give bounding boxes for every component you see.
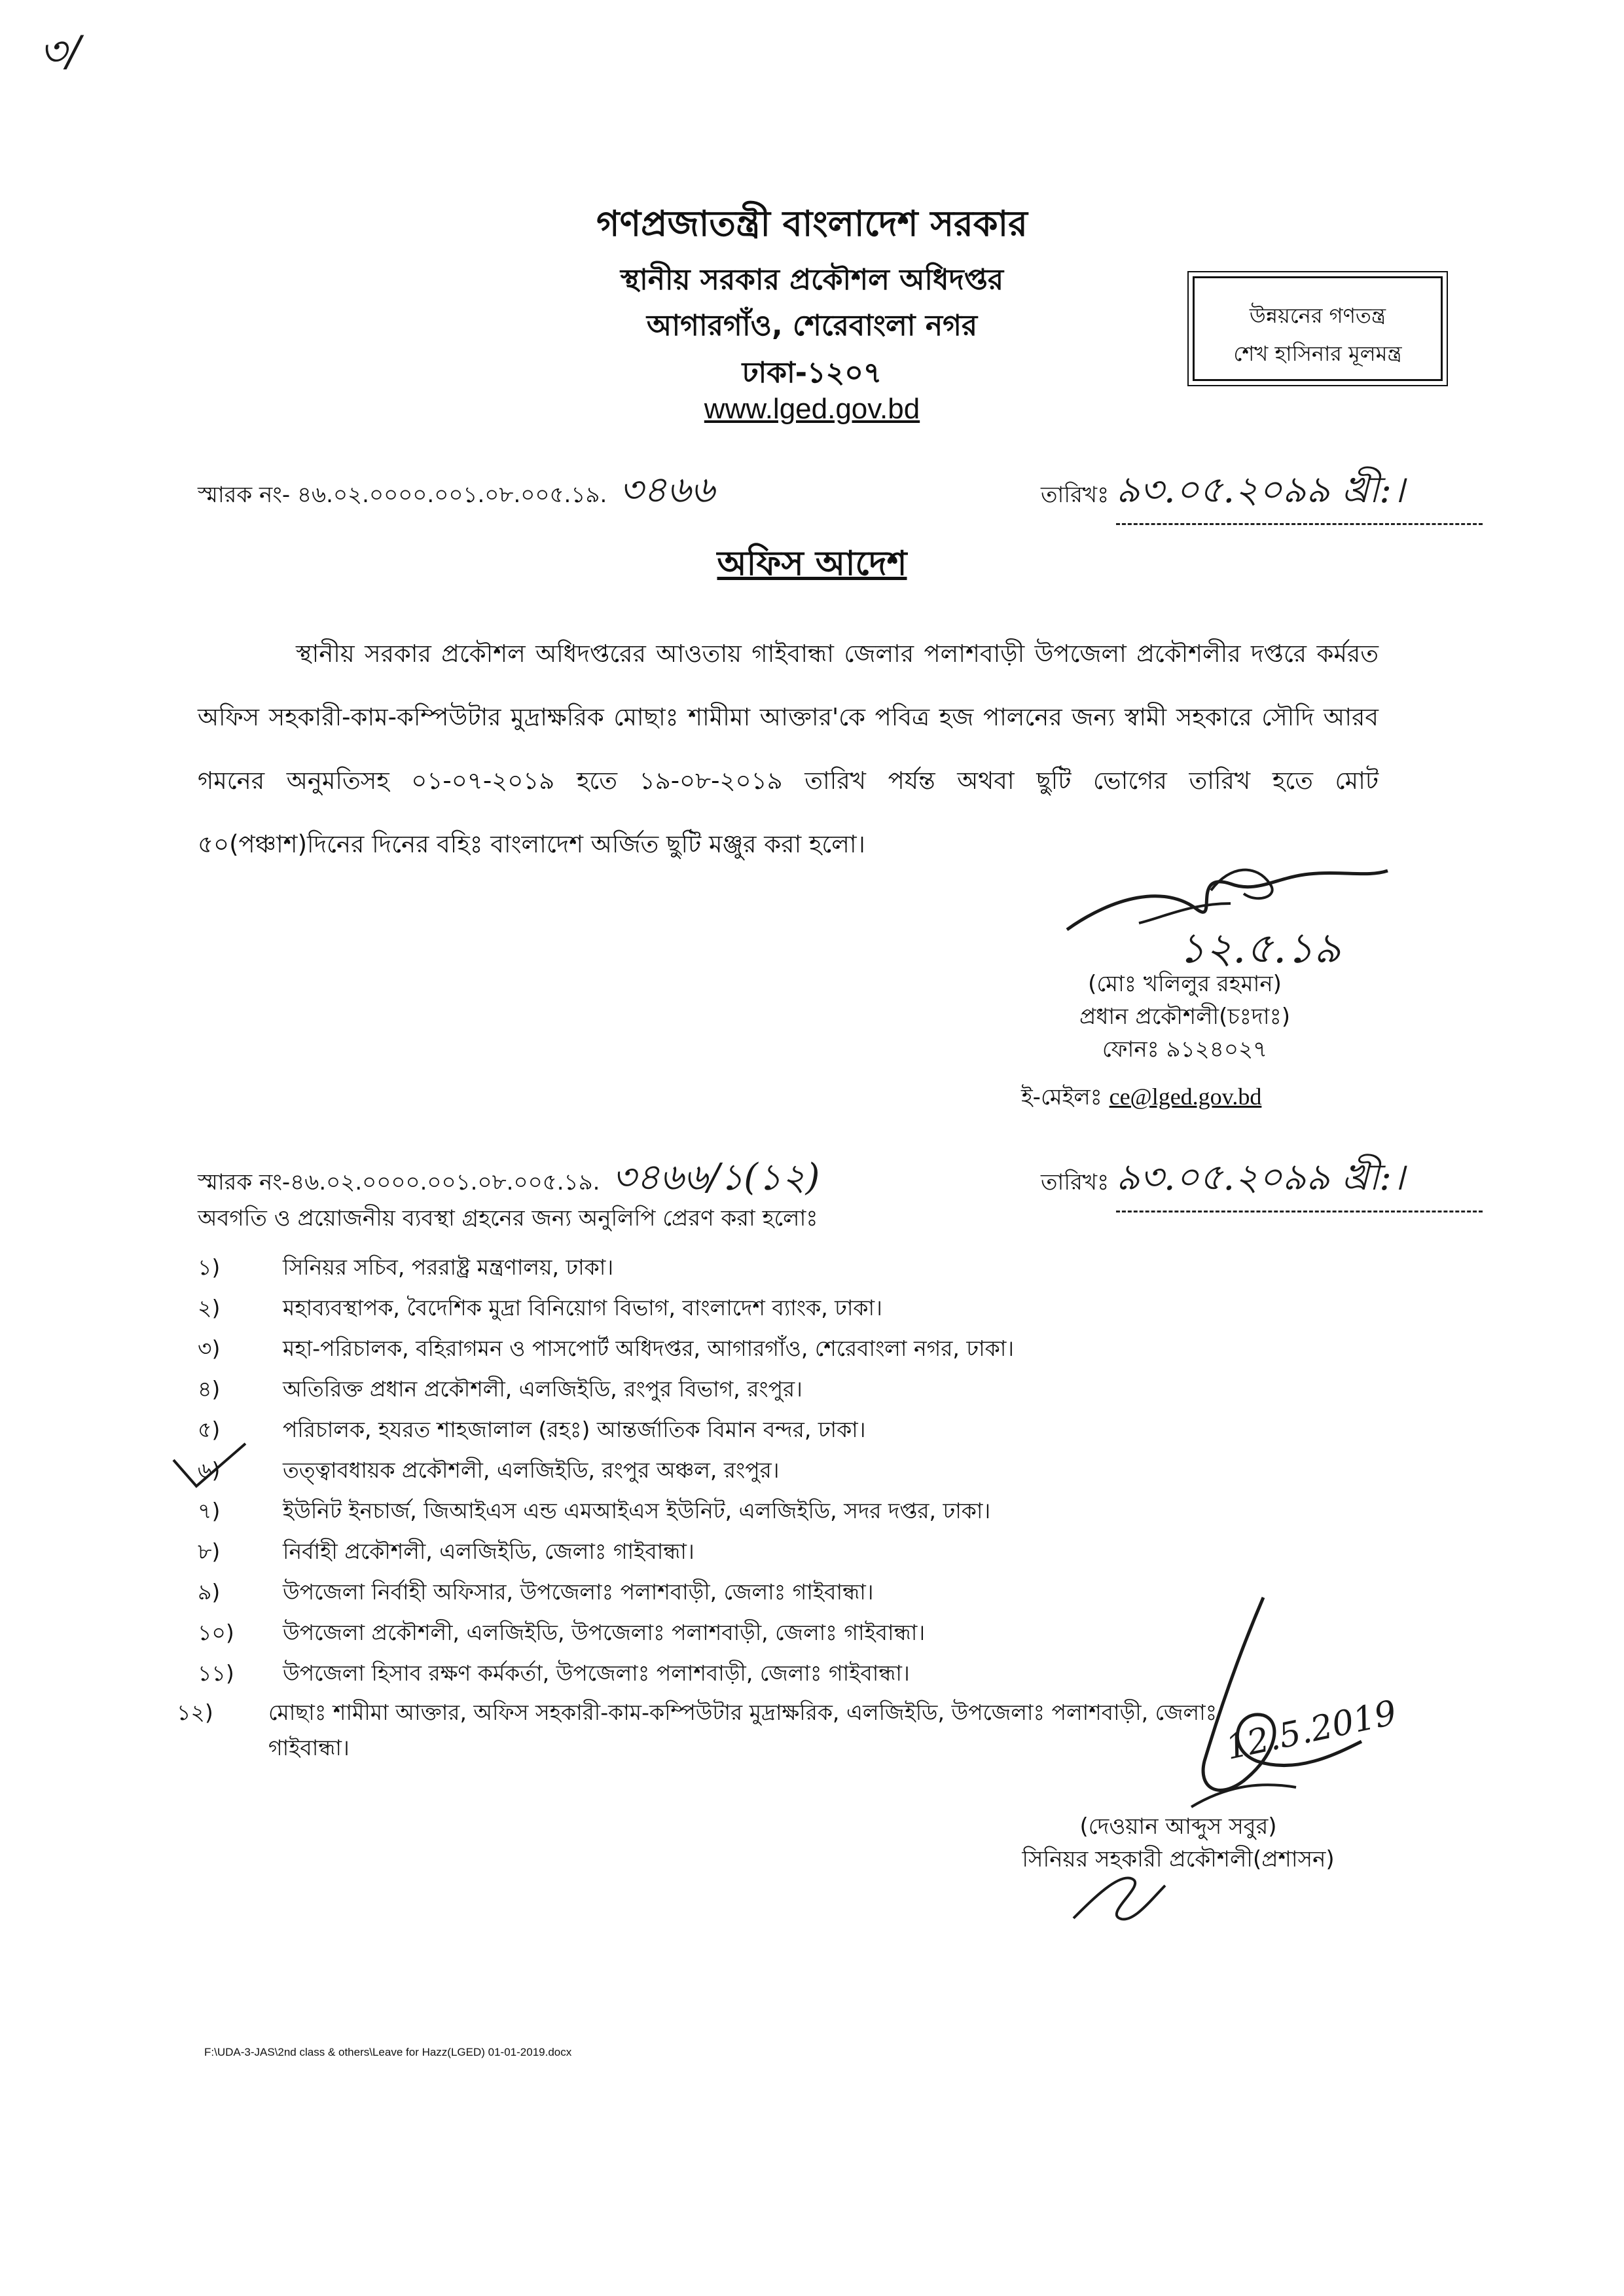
slogan-line-2: শেখ হাসিনার মূলমন্ত্র: [1233, 341, 1402, 366]
signatory-2-designation: সিনিয়র সহকারী প্রকৌশলী(প্রশাসন): [1022, 1846, 1335, 1872]
tick-mark: [170, 1440, 249, 1493]
office-city: ঢাকা-১২০৭: [742, 356, 882, 390]
list-item-text: উপজেলা হিসাব রক্ষণ কর্মকর্তা, উপজেলাঃ পলাশবাড়ী, জেলাঃ গাইবান্ধা।: [283, 1660, 910, 1686]
email-link[interactable]: ce@lged.gov.bd: [1109, 1084, 1262, 1110]
email-label: ই-মেইলঃ: [1021, 1084, 1102, 1110]
list-item: [198, 1413, 866, 1446]
list-item: [198, 1453, 780, 1486]
signatory-2-block: [995, 1810, 1362, 1876]
memo-2-date-label: তারিখঃ: [1041, 1169, 1110, 1195]
list-item: [198, 1494, 990, 1527]
memo-2-number-label: স্মারক নং-৪৬.০২.০০০০.০০১.০৮.০০৫.১৯.: [198, 1169, 600, 1195]
list-item-number: ১): [198, 1254, 221, 1280]
margin-mark: ৩/: [39, 27, 81, 76]
memo-date-handwritten: ৯৩.০৫.২০৯৯ খ্রী:।: [1116, 462, 1483, 525]
list-item-number: ৭): [198, 1498, 221, 1523]
order-paragraph: [198, 622, 1379, 876]
list-item-number: ১১): [198, 1660, 234, 1686]
government-name: গণপ্রজাতন্ত্রী বাংলাদেশ সরকার: [596, 203, 1028, 244]
memo-number-handwritten: ৩৪৬৬: [619, 469, 715, 511]
signatory-1-name: (মোঃ খলিলুর রহমান): [1088, 971, 1282, 997]
list-item-text: উপজেলা প্রকৌশলী, এলজিইডি, উপজেলাঃ পলাশবাড়ী, জেলাঃ গাইবান্ধা।: [283, 1620, 926, 1645]
list-item-number: ৪): [198, 1376, 221, 1402]
signatory-1-designation: প্রধান প্রকৌশলী(চঃদাঃ): [1079, 1004, 1290, 1030]
document-title: অফিস আদেশ: [717, 544, 907, 583]
list-item-text: মোছাঃ শামীমা আক্তার, অফিস সহকারী-কাম-কম্পিউটার মুদ্রাক্ষরিক, এলজিইডি, উপজেলাঃ পলাশবাড়ী, জেলাঃ: [268, 1700, 1218, 1725]
list-item-number: ১২): [177, 1700, 213, 1725]
list-item-number: ৮): [198, 1539, 221, 1564]
slogan-box: [1193, 276, 1443, 381]
footer-file-path: F:\UDA-3-JAS\2nd class & others\Leave for Hazz(LGED) 01-01-2019.docx: [204, 2046, 572, 2058]
order-text: স্থানীয় সরকার প্রকৌশল অধিদপ্তরের আওতায় গাইবান্ধা জেলার পলাশবাড়ী উপজেলা প্রকৌশলীর দপ্তরে কর্মরত অফিস সহকারী-কাম-কম্পিউটার মুদ্রাক্ষরিক মোছাঃ শামীমা আক্তার'কে পবিত্র হজ পালনের জন্য স্বামী সহকারে সৌদি আরব গমনের অনুমতিসহ ০১-০৭-২০১৯ হতে ১৯-০৮-২০১৯ তারিখ পর্যন্ত অথবা ছুটি ভোগের তারিখ হতে মোট ৫০(পঞ্চাশ)দিনের দিনের বহিঃ বাংলাদেশ অর্জিত ছুটি মঞ্জুর করা হলো।: [198, 640, 1379, 858]
memo-2-number-handwritten: ৩৪৬৬/১(১২): [612, 1156, 820, 1199]
signatory-1-block: [1034, 968, 1335, 1066]
list-item-number: ৬): [198, 1457, 221, 1483]
list-item-text: অতিরিক্ত প্রধান প্রকৌশলী, এলজিইডি, রংপুর বিভাগ, রংপুর।: [283, 1376, 803, 1402]
initials-scribble: [1067, 1859, 1172, 1931]
memo-2-date: [1041, 1149, 1483, 1212]
list-item-text: ইউনিট ইনচার্জ, জিআইএস এন্ড এমআইএস ইউনিট, এলজিইডি, সদর দপ্তর, ঢাকা।: [283, 1498, 991, 1523]
list-item-text: সিনিয়র সচিব, পররাষ্ট্র মন্ত্রণালয়, ঢাকা।: [283, 1254, 614, 1280]
list-item-text: পরিচালক, হযরত শাহজালাল (রহঃ) আন্তর্জাতিক বিমান বন্দর, ঢাকা।: [283, 1417, 866, 1442]
signatory-2-name: (দেওয়ান আব্দুস সবুর): [1079, 1813, 1277, 1840]
list-item-number: ৫): [198, 1417, 221, 1442]
memo-number: [198, 462, 715, 523]
memo-2-date-handwritten: ৯৩.০৫.২০৯৯ খ্রী:।: [1116, 1149, 1483, 1212]
list-item: [198, 1535, 695, 1567]
list-item-12-continued: গাইবান্ধা।: [268, 1735, 350, 1760]
list-item-number: ১০): [198, 1620, 234, 1645]
list-item-text: মহা-পরিচালক, বহিরাগমন ও পাসপোর্ট অধিদপ্তর, আগারগাঁও, শেরেবাংলা নগর, ঢাকা।: [283, 1336, 1015, 1361]
signature-date-handwritten: ১২.৫.১৯: [1178, 924, 1341, 973]
slogan-line-1: উন্নয়নের গণতন্ত্র: [1249, 303, 1386, 328]
office-address: আগারগাঁও, শেরেবাংলা নগর: [646, 309, 978, 342]
list-item: [198, 1575, 874, 1608]
list-item-number: ৯): [198, 1579, 221, 1605]
list-item: [198, 1616, 925, 1649]
memo-date-label: তারিখঃ: [1041, 482, 1110, 508]
signature-2-date-handwritten: 12.5.2019: [1222, 1693, 1400, 1768]
list-item-text: উপজেলা নির্বাহী অফিসার, উপজেলাঃ পলাশবাড়ী, জেলাঃ গাইবান্ধা।: [283, 1579, 874, 1605]
list-item-text: তত্ত্বাবধায়ক প্রকৌশলী, এলজিইডি, রংপুর অঞ্চল, রংপুর।: [283, 1457, 780, 1483]
signatory-1-phone: ফোনঃ ৯১২৪০২৭: [1102, 1036, 1268, 1063]
list-item: [198, 1372, 803, 1405]
list-item: [198, 1250, 613, 1283]
website-link[interactable]: www.lged.gov.bd: [704, 393, 920, 425]
list-item-number: ২): [198, 1295, 221, 1321]
list-item: [198, 1656, 910, 1689]
department-name: স্থানীয় সরকার প্রকৌশল অধিদপ্তর: [620, 263, 1004, 297]
list-item-text: মহাব্যবস্থাপক, বৈদেশিক মুদ্রা বিনিয়োগ বিভাগ, বাংলাদেশ ব্যাংক, ঢাকা।: [283, 1295, 882, 1321]
list-item: [198, 1291, 882, 1324]
list-item-number: ৩): [198, 1336, 221, 1361]
list-item-text: নির্বাহী প্রকৌশলী, এলজিইডি, জেলাঃ গাইবান্ধা।: [283, 1539, 695, 1564]
list-item: [198, 1332, 1014, 1364]
distribution-intro: অবগতি ও প্রয়োজনীয় ব্যবস্থা গ্রহনের জন্য অনুলিপি প্রেরণ করা হলোঃ: [198, 1205, 818, 1231]
memo-number-label: স্মারক নং- ৪৬.০২.০০০০.০০১.০৮.০০৫.১৯.: [198, 482, 607, 508]
signatory-1-email-line: [1021, 1080, 1261, 1114]
memo-date: [1041, 462, 1483, 525]
